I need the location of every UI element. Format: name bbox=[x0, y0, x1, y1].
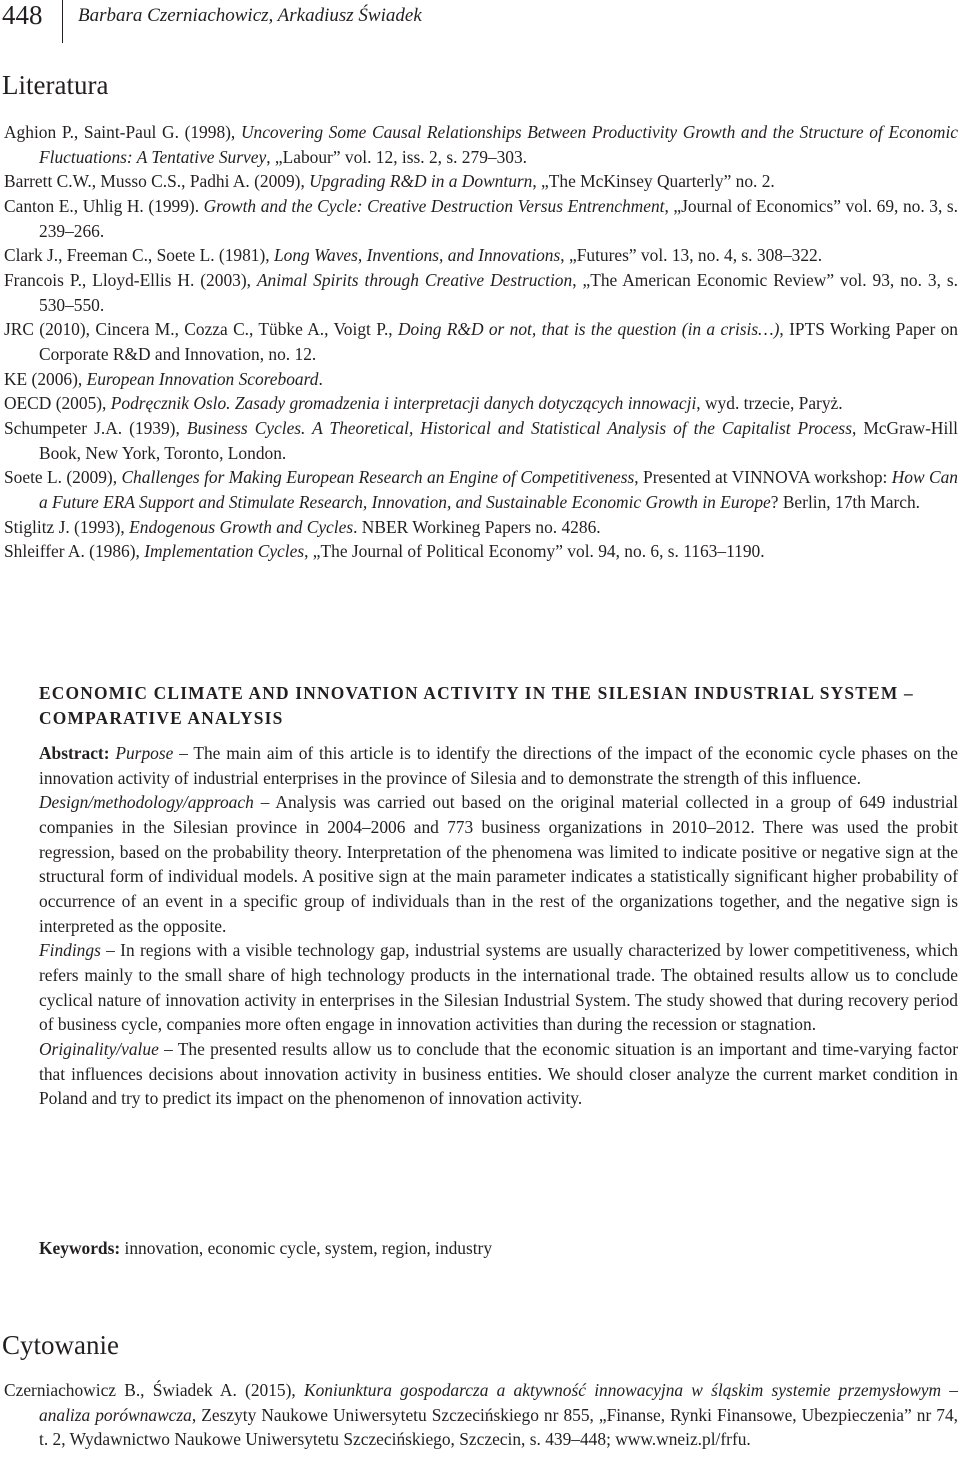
reference-title-text: Uncovering Some Causal Relationships Between Productivity Growth and the Structure of Economic Fluctuations: A Tentative Survey bbox=[39, 122, 958, 167]
reference-text: , „Journal of Economics” vol. 69, no. 3, s. 239–266. bbox=[39, 195, 958, 241]
reference-text: Soete L. (2009), bbox=[4, 467, 122, 488]
cytowanie-heading: Cytowanie bbox=[2, 1330, 119, 1360]
reference-title-text: How Can a Future ERA Support and Stimulate Research, Innovation, and Sustainable Economic Growth in Europe bbox=[39, 467, 958, 512]
reference-entry bbox=[4, 391, 958, 416]
reference-text: Aghion P., Saint-Paul G. (1998), bbox=[4, 122, 241, 142]
reference-text: . NBER Workineg Papers no. 4286. bbox=[353, 516, 601, 537]
reference-title-text: Doing R&D or not, that is the question (in a crisis…) bbox=[397, 319, 780, 340]
page-number: 448 bbox=[2, 0, 43, 30]
design-text: – Analysis was carried out based on the original material collected in a group of 649 industrial companies in the Silesian province in 2004–2006 and 773 business organizations in 2010–2012. There was used the probit regression, based on the probability theory. Interpretation of the phenomena was limited to indicate positive or negative sign at the structural form of individual models. A positive sign at the main parameter indicates a statistically significant higher probability of occurrence of an event in a specific group of individuals than in the rest of the organizations together, and the negative sign is interpreted as the opposite. bbox=[39, 792, 958, 936]
reference-text: Francois P., Lloyd-Ellis H. (2003), bbox=[4, 269, 257, 290]
reference-title-text: Long Waves, Inventions, and Innovations bbox=[274, 245, 561, 266]
reference-text: , „Futures” vol. 13, no. 4, s. 308–322. bbox=[560, 245, 823, 266]
findings-label: Findings bbox=[39, 940, 101, 961]
header-authors: Barbara Czerniachowicz, Arkadiusz Świadek bbox=[78, 5, 422, 26]
originality-text: – The presented results allow us to conclude that the economic situation is an important and time-varying factor that influences decisions about innovation activity in business entities. We should closer analyze the current market condition in Poland and try to predict its impact on the phenomenon of innovation activity. bbox=[39, 1038, 958, 1109]
reference-text: KE (2006), bbox=[4, 368, 87, 389]
header-divider bbox=[62, 0, 63, 43]
abstract-originality bbox=[39, 1037, 958, 1111]
purpose-text: – The main aim of this article is to identify the directions of the impact of the economic cycle phases on the innovation activity of industrial enterprises in the province of Silesia and to demonstrate the strength of this influence. bbox=[39, 743, 958, 788]
citation bbox=[4, 1378, 958, 1452]
reference-entry bbox=[4, 169, 958, 194]
reference-entry bbox=[4, 367, 958, 392]
reference-text: , „The Journal of Political Economy” vol. 94, no. 6, s. 1163–1190. bbox=[304, 541, 765, 562]
keywords-label: Keywords: bbox=[39, 1238, 121, 1258]
reference-entry bbox=[4, 317, 958, 366]
reference-text: , Zeszyty Naukowe Uniwersytetu Szczecińskiego nr 855, „Finanse, Rynki Finansowe, Ubezpieczenia” nr 74, t. 2, Wydawnictwo Naukowe Uniwersytetu Szczecińskiego, Szczecin, s. 439–448; www.wneiz.pl/frfu. bbox=[39, 1404, 959, 1450]
reference-entry bbox=[4, 120, 958, 169]
reference-text: Canton E., Uhlig H. (1999). bbox=[4, 195, 204, 216]
reference-title-text: Growth and the Cycle: Creative Destruction Versus Entrenchment bbox=[203, 195, 665, 216]
reference-title-text: Challenges for Making European Research an Engine of Competitiveness bbox=[121, 467, 635, 488]
reference-entry bbox=[4, 539, 958, 564]
reference-text: ? Berlin, 17th March. bbox=[770, 491, 920, 512]
abstract bbox=[39, 741, 958, 1111]
reference-text: , IPTS Working Paper on Corporate R&D and Innovation, no. 12. bbox=[39, 319, 958, 364]
reference-text: , „The McKinsey Quarterly” no. 2. bbox=[532, 171, 775, 192]
english-title: ECONOMIC CLIMATE AND INNOVATION ACTIVITY IN THE SILESIAN INDUSTRIAL SYSTEM – COMPARATIVE ANALYSIS bbox=[39, 683, 914, 728]
reference-text: Stiglitz J. (1993), bbox=[4, 516, 130, 537]
reference-title-text: Animal Spirits through Creative Destruction bbox=[256, 269, 573, 290]
reference-title-text: Implementation Cycles bbox=[144, 541, 305, 562]
originality-label: Originality/value bbox=[39, 1038, 159, 1059]
reference-title-text: Endogenous Growth and Cycles bbox=[129, 516, 354, 537]
reference-title-text: Business Cycles. A Theoretical, Historical and Statistical Analysis of the Capitalist Process bbox=[186, 417, 852, 438]
reference-text: JRC (2010), Cincera M., Cozza C., Tübke A., Voigt P., bbox=[4, 319, 398, 340]
reference-text: Shleiffer A. (1986), bbox=[4, 541, 145, 562]
reference-list bbox=[4, 120, 958, 564]
reference-text: Clark J., Freeman C., Soete L. (1981), bbox=[4, 245, 274, 266]
reference-text: . bbox=[318, 368, 323, 389]
abstract-purpose bbox=[39, 741, 958, 790]
reference-text: , „Labour” vol. 12, iss. 2, s. 279–303. bbox=[266, 146, 528, 167]
reference-title-text: Podręcznik Oslo. Zasady gromadzenia i interpretacji danych dotyczących innowacji bbox=[110, 393, 697, 414]
reference-text: OECD (2005), bbox=[4, 393, 111, 414]
reference-text: , Presented at VINNOVA workshop: bbox=[634, 467, 892, 488]
keywords-text: innovation, economic cycle, system, region, industry bbox=[120, 1238, 493, 1258]
reference-entry bbox=[4, 268, 958, 317]
reference-title-text: Upgrading R&D in a Downturn bbox=[309, 171, 533, 192]
abstract-findings bbox=[39, 938, 958, 1037]
reference-entry bbox=[4, 194, 958, 243]
purpose-label: Purpose bbox=[115, 743, 174, 763]
keywords bbox=[39, 1236, 939, 1261]
reference-title-text: Koniunktura gospodarcza a aktywność innowacyjna w śląskim systemie przemysłowym – analiza porównawcza bbox=[39, 1380, 958, 1425]
page-header bbox=[0, 0, 960, 45]
reference-text: , McGraw-Hill Book, New York, Toronto, London. bbox=[39, 417, 958, 463]
reference-title-text: European Innovation Scoreboard bbox=[86, 368, 319, 389]
reference-entry bbox=[4, 465, 958, 514]
reference-text: Czerniachowicz B., Świadek A. (2015), bbox=[4, 1380, 304, 1400]
reference-text: Barrett C.W., Musso C.S., Padhi A. (2009), bbox=[4, 171, 310, 192]
reference-text: , wyd. trzecie, Paryż. bbox=[696, 393, 843, 414]
literatura-heading: Literatura bbox=[2, 70, 109, 100]
design-label: Design/methodology/approach bbox=[39, 792, 254, 813]
reference-entry bbox=[4, 416, 958, 465]
findings-text: – In regions with a visible technology gap, industrial systems are usually characterized by lower competitiveness, which refers mainly to the small share of high technology products in the international trade. The obtained results allow us to conclude cyclical nature of innovation activity in enterprises in the Silesian Industrial System. The study showed that during recovery period of business cycle, companies more often engage in innovation activities than during the recession or stagnation. bbox=[39, 940, 958, 1035]
reference-entry bbox=[4, 243, 958, 268]
abstract-design bbox=[39, 790, 958, 938]
reference-entry bbox=[4, 515, 958, 540]
abstract-label: Abstract: bbox=[39, 743, 110, 763]
reference-text: Schumpeter J.A. (1939), bbox=[4, 417, 187, 438]
reference-text: , „The American Economic Review” vol. 93, no. 3, s. 530–550. bbox=[39, 269, 959, 315]
